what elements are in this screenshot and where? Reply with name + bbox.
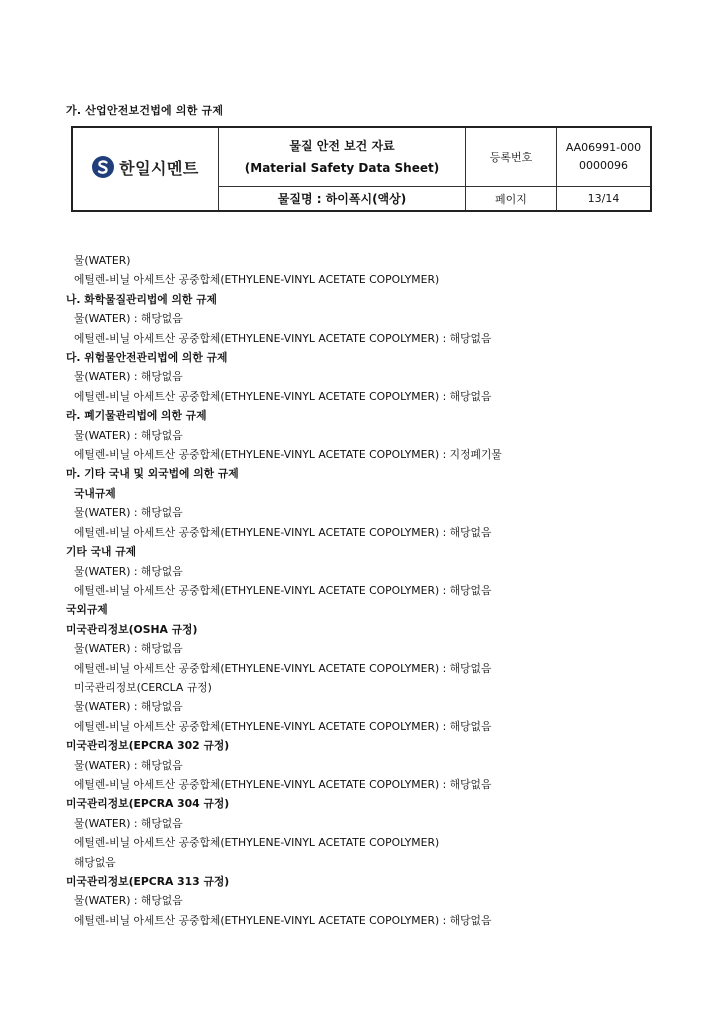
regulation-line: 에틸렌-비닐 아세트산 공중합체(ETHYLENE-VINYL ACETATE COPOLYMER) — [74, 836, 440, 850]
regulation-line: 물(WATER) : 해당없음 — [74, 700, 183, 714]
regulation-line: 물(WATER) — [74, 254, 131, 267]
regulation-line: 에틸렌-비닐 아세트산 공중합체(ETHYLENE-VINYL ACETATE COPOLYMER) : 해당없음 — [74, 913, 492, 927]
regulation-line: 해당없음 — [74, 855, 116, 869]
document-title-korean: 물질 안전 보건 자료 — [289, 139, 395, 154]
section-heading: 라. 폐기물관리법에 의한 규제 — [66, 409, 207, 423]
registration-number-label: 등록번호 — [466, 127, 557, 187]
regulation-line: 에틸렌-비닐 아세트산 공중합체(ETHYLENE-VINYL ACETATE COPOLYMER) : 해당없음 — [74, 719, 492, 733]
regulation-line: 물(WATER) : 해당없음 — [74, 642, 183, 656]
regulation-line: 물(WATER) : 해당없음 — [74, 428, 183, 442]
regulation-line: 물(WATER) : 해당없음 — [74, 312, 183, 326]
company-logo — [92, 156, 199, 179]
regulation-line: 물(WATER) : 해당없음 — [74, 506, 183, 520]
regulation-line: 물(WATER) : 해당없음 — [74, 816, 183, 830]
regulation-line: 물(WATER) : 해당없음 — [74, 564, 183, 578]
section-heading: 마. 기타 국내 및 외국법에 의한 규제 — [66, 467, 239, 481]
section-heading: 다. 위험물안전관리법에 의한 규제 — [66, 351, 228, 365]
regulation-line: 물(WATER) : 해당없음 — [74, 758, 183, 772]
section-heading: 기타 국내 규제 — [66, 545, 137, 559]
regulation-content — [66, 251, 686, 930]
section-heading: 국외규제 — [66, 603, 108, 617]
section-title: 가. 산업안전보건법에 의한 규제 — [66, 104, 224, 117]
regulation-line: 물(WATER) : 해당없음 — [74, 370, 183, 384]
regulation-line: 에틸렌-비닐 아세트산 공중합체(ETHYLENE-VINYL ACETATE COPOLYMER) : 해당없음 — [74, 661, 492, 675]
section-heading: 미국관리정보(EPCRA 302 규정) — [66, 739, 230, 753]
regulation-line: 에틸렌-비닐 아세트산 공중합체(ETHYLENE-VINYL ACETATE COPOLYMER) : 해당없음 — [74, 389, 492, 403]
section-heading: 미국관리정보(EPCRA 304 규정) — [66, 797, 230, 811]
company-name: 한일시멘트 — [119, 158, 199, 178]
document-title — [219, 127, 466, 187]
regulation-line: 에틸렌-비닐 아세트산 공중합체(ETHYLENE-VINYL ACETATE COPOLYMER) : 해당없음 — [74, 331, 492, 345]
section-heading: 나. 화학물질관리법에 의한 규제 — [66, 292, 217, 306]
regulation-line: 에틸렌-비닐 아세트산 공중합체(ETHYLENE-VINYL ACETATE COPOLYMER) : 지정폐기물 — [74, 448, 502, 462]
regulation-line: 물(WATER) : 해당없음 — [74, 894, 183, 908]
page-label: 페이지 — [466, 187, 557, 211]
material-name: 물질명 : 하이폭시(액상) — [219, 187, 466, 211]
msds-header-table — [71, 126, 652, 212]
section-heading: 미국관리정보(EPCRA 313 규정) — [66, 875, 230, 888]
company-logo-cell — [72, 127, 219, 211]
regulation-line: 미국관리정보(CERCLA 규정) — [74, 680, 212, 694]
section-heading: 국내규제 — [74, 486, 116, 500]
registration-number — [557, 127, 652, 187]
regulation-line: 에틸렌-비닐 아세트산 공중합체(ETHYLENE-VINYL ACETATE COPOLYMER) — [74, 273, 440, 287]
regulation-line: 에틸렌-비닐 아세트산 공중합체(ETHYLENE-VINYL ACETATE COPOLYMER) : 해당없음 — [74, 777, 492, 791]
page-number: 13/14 — [557, 187, 652, 211]
section-heading: 미국관리정보(OSHA 규정) — [66, 622, 198, 636]
registration-number-line-2: 0000096 — [579, 159, 628, 173]
registration-number-line-1: AA06991-000 — [565, 141, 642, 155]
regulation-line: 에틸렌-비닐 아세트산 공중합체(ETHYLENE-VINYL ACETATE COPOLYMER) : 해당없음 — [74, 583, 492, 597]
company-logo-icon — [92, 156, 114, 178]
document-title-english: (Material Safety Data Sheet) — [244, 161, 440, 176]
regulation-line: 에틸렌-비닐 아세트산 공중합체(ETHYLENE-VINYL ACETATE COPOLYMER) : 해당없음 — [74, 525, 492, 539]
